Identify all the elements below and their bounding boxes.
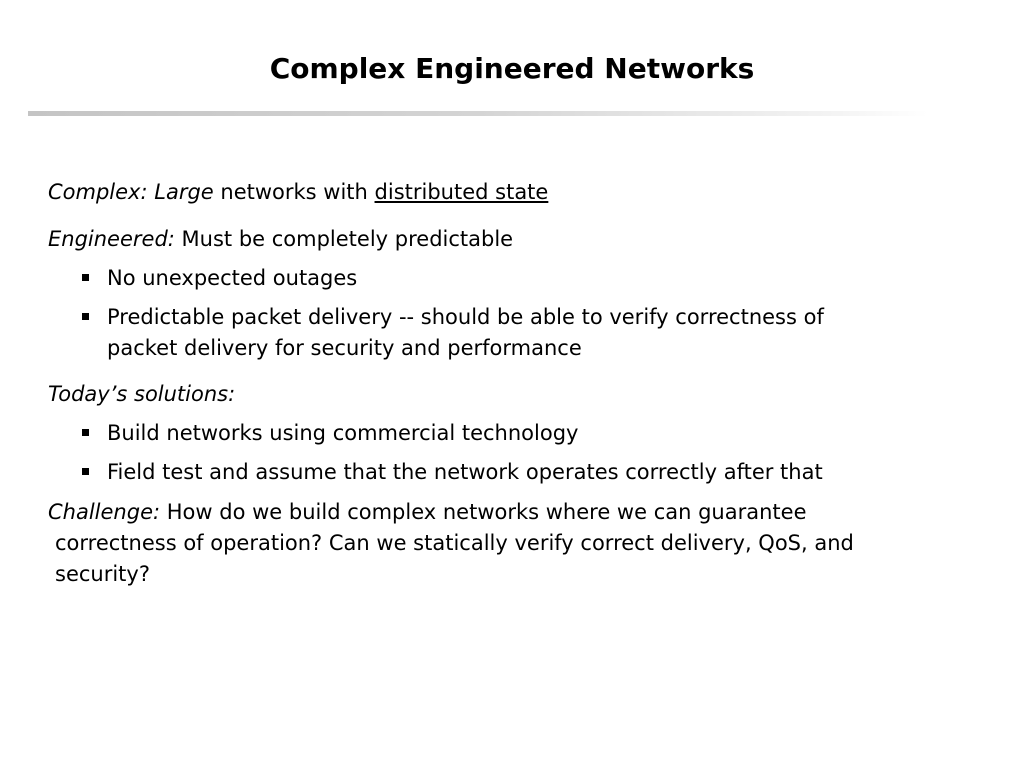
challenge-line: [48, 497, 807, 528]
distributed-state-text: distributed state: [374, 180, 549, 204]
challenge-label: Challenge:: [48, 500, 161, 524]
challenge-text: How do we build complex networks where we can guarantee: [166, 500, 807, 524]
today-line: [48, 379, 235, 410]
challenge-text-line2: correctness of operation? Can we statically verify correct delivery, QoS, and: [55, 531, 854, 555]
bullet-text: Predictable packet delivery -- should be able to verify correctness of: [107, 305, 824, 329]
complex-text: networks with: [220, 180, 368, 204]
bullet-square-icon: [82, 274, 89, 281]
bullet-square-icon: [82, 313, 89, 320]
challenge-continuation: [55, 528, 854, 559]
engineered-label: Engineered:: [48, 227, 175, 251]
slide-title: Complex Engineered Networks: [269, 52, 755, 85]
large-label: Large: [154, 180, 214, 204]
bullet-square-icon: [82, 429, 89, 436]
bullet-text: Build networks using commercial technology: [107, 421, 579, 445]
complex-line: [48, 177, 548, 208]
bullet-text-continued: packet delivery for security and performance: [107, 336, 582, 360]
challenge-text-line3: security?: [55, 562, 150, 586]
engineered-text: Must be completely predictable: [181, 227, 514, 251]
bullet-text: No unexpected outages: [107, 266, 358, 290]
complex-label: Complex:: [48, 180, 148, 204]
bullet-text: Field test and assume that the network operates correctly after that: [107, 460, 823, 484]
bullet-square-icon: [82, 468, 89, 475]
engineered-line: [48, 224, 513, 255]
challenge-continuation: [55, 559, 150, 590]
title-divider: [28, 111, 928, 116]
today-label: Today’s solutions:: [48, 382, 236, 406]
